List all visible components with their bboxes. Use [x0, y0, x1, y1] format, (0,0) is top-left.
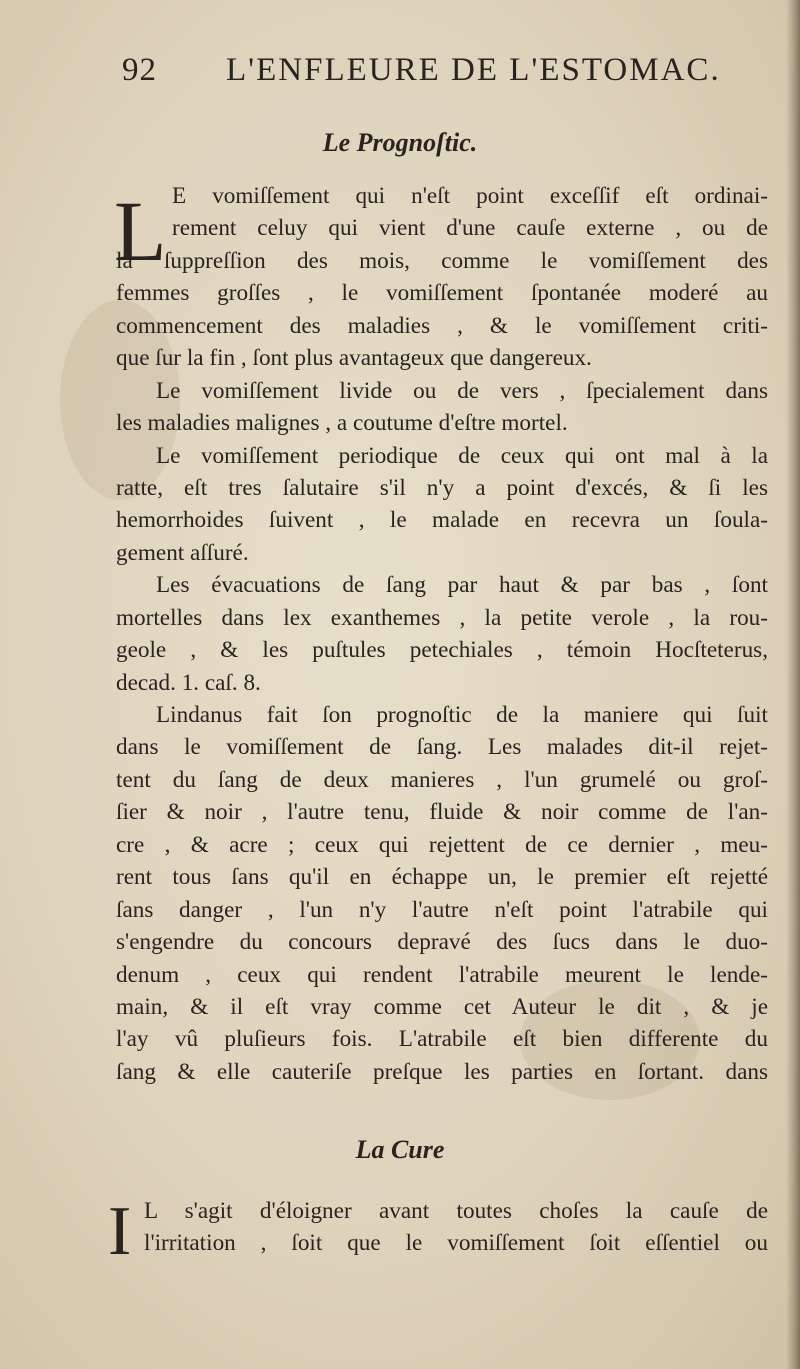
text-line: decad. 1. caſ. 8. [116, 669, 261, 696]
text-line: Lindanus fait ſon prognoſtic de la maniere qui ſuit [156, 702, 768, 728]
text-line: s'engendre du concours depravé des ſucs dans le duo- [116, 929, 768, 956]
running-head [122, 52, 721, 96]
text-line: ſans danger , l'un n'y l'autre n'eſt point l'atrabile qui [116, 896, 768, 923]
text-line: Le vomiſſement periodique de ceux qui ont mal à la [156, 442, 768, 469]
text-line: main, & il eſt vray comme cet Auteur le dit , & je [116, 993, 768, 1020]
text-line: commencement des maladies , & le vomiſſement criti- [116, 312, 768, 339]
drop-cap: I [108, 1193, 132, 1270]
text-line: gement aſſuré. [116, 539, 249, 566]
text-line: rement celuy qui vient d'une cauſe externe , ou de [172, 215, 768, 242]
running-title: L'ENFLEURE DE L'ESTOMAC. [226, 52, 721, 88]
text-line: ſang & elle cauteriſe preſque les parties en ſortant. dans [116, 1058, 768, 1085]
text-line: que ſur la fin , ſont plus avantageux que dangereux. [116, 345, 592, 372]
text-line: les maladies malignes , a coutume d'eſtre mortel. [116, 410, 568, 437]
section-title-cure: La Cure [355, 1135, 445, 1164]
text-line: hemorrhoides ſuivent , le malade en recevra un ſoula- [116, 507, 768, 534]
prognostic-text [116, 180, 768, 1088]
text-line: ratte, eſt tres ſalutaire s'il n'y a point d'excés, & ſi les [116, 474, 768, 501]
text-line: ſier & noir , l'autre tenu, fluide & noir comme de l'an- [116, 799, 768, 826]
page-number: 92 [122, 52, 157, 88]
text-line: tent du ſang de deux manieres , l'un grumelé ou groſ- [116, 766, 768, 793]
text-line: femmes groſſes , le vomiſſement ſpontanée moderé au [116, 280, 768, 307]
text-line: cre , & acre ; ceux qui rejettent de ce dernier , meu- [116, 831, 768, 858]
text-line: la ſuppreſſion des mois, comme le vomiſſement des [116, 247, 768, 274]
text-line: E vomiſſement qui n'eſt point exceſſif eſt ordinai- [172, 183, 768, 209]
cure-text [116, 1195, 768, 1260]
text-line: L s'agit d'éloigner avant toutes choſes la cauſe de [144, 1198, 768, 1224]
text-line: rent tous ſans qu'il en échappe un, le premier eſt rejetté [116, 864, 768, 891]
text-line: l'ay vû pluſieurs fois. L'atrabile eſt bien differente du [116, 1026, 768, 1053]
text-line: Le vomiſſement livide ou de vers , ſpecialement dans [156, 377, 768, 404]
section-title-prognostic: Le Prognoſtic. [322, 128, 478, 157]
drop-cap: L [114, 183, 167, 279]
text-line: denum , ceux qui rendent l'atrabile meurent le lende- [116, 961, 768, 988]
text-line: mortelles dans lex exanthemes , la petite verole , la rou- [116, 604, 768, 631]
text-line: geole , & les puſtules petechiales , témoin Hocſteterus, [116, 637, 768, 664]
text-line: Les évacuations de ſang par haut & par bas , ſont [156, 572, 768, 599]
text-line: l'irritation , ſoit que le vomiſſement ſoit eſſentiel ou [144, 1230, 768, 1257]
text-line: dans le vomiſſement de ſang. Les malades dit-il rejet- [116, 734, 768, 761]
